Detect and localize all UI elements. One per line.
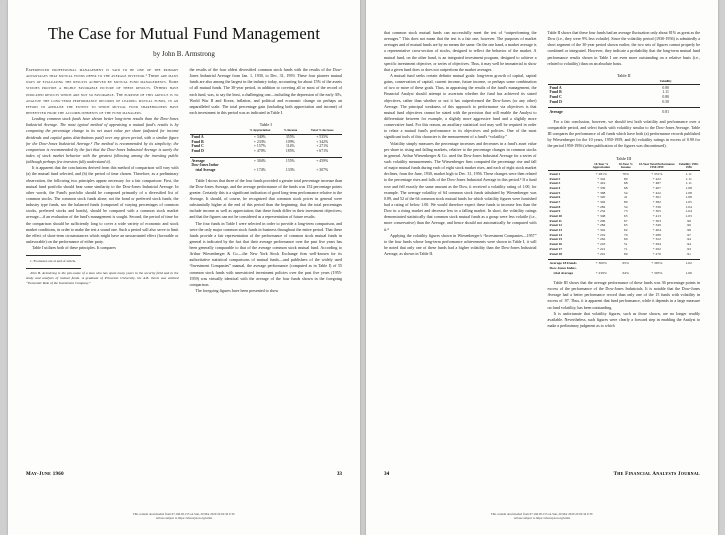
table-1-col-3: Total % Increase [302, 129, 342, 134]
table-1 [190, 122, 343, 172]
paragraph: Table I utilizes both of these principles. It compares [32, 245, 116, 251]
table-row: Fund B + 233% 109% + 342% [191, 139, 329, 144]
page-title: The Case for Mutual Fund Management [47, 24, 321, 43]
jstor-line-1: This content downloaded from 67.166.95.153 on Sun, 29 Mar 2020 22:02:34 UTC [132, 511, 236, 516]
footnote: 1. Footnotes are at end of article. [30, 258, 77, 263]
table-row: Fund 3 + 419 68 + 487 1.11 [549, 181, 692, 186]
paragraph: Volatility simply measures the percentage increases and decreases in a fund's asset value per share in rising and falling markets, relative to the percentage changes in common stocks in general. Arthur Wiesenberger & Co. used the Dow-Jones Industrial Average for a series of such volatility measurements. The Wiesenberger firm computed the percentage rise and fall of major mutual funds during each of eight stock market rises, and each of eight stock market declines, from the June, 1930, market high to Dec. 31, 1956. These changes were then related to the percentage rises and falls of the Dow-Jones Industrial Average in this period.³ If a fund rose and fell exactly the same amount as the Dow, it received a volatility rating of 1.00, for example. The average volatility of 64 common stock funds tabulated by Wiesenberger was 0.89, and 52 of the 64 common stock mutual funds for which volatility figures were furnished had a rating of below 1.00. We would therefore expect these funds to increase less than the Dow in a rising market and decrease less in a falling market. In short, the volatility ratings demonstrated statistically that common stock mutual funds as a group were less volatile (i.e., more conservative) than the Average, and hence should not automatically be compared with it.⁴ [384, 140, 537, 232]
page-number: 33 [336, 471, 342, 477]
table-1-dj-label-row: Dow-Jones Indus- [191, 163, 220, 168]
right-column-2 [548, 30, 701, 329]
table-2-average-row: Average 0.81 [548, 108, 701, 114]
table-1-average-row: Average + 304% 155% + 459% [190, 157, 343, 163]
paragraph: that common stock mutual funds can successfully meet the test of “outperforming the averages.” This does not mean that the test is a fair one, however. The purposes of market averages and of mutual funds are by no means the same. On the one hand, a market average is a representative cross-section of stocks, designed to reflect the behavior of the market. A mutual fund, on the other hand, is an integrated investment program, designed to achieve a specific investment objective, or series of objectives. Thus, it may well be immaterial to show that a given fund does or does not outperform the market averages. [384, 30, 537, 72]
paragraph [26, 67, 179, 116]
table-row: Fund 9 + 232 73 + 305 1.04 [549, 209, 692, 214]
paragraph: It is unfortunate that volatility figures, such as those shown, are no longer readily available. Nevertheless, such figures were clearly a forward step in enabling the Analyst to make a preliminary judgment as to which [547, 310, 700, 329]
table-row: Fund C 0.80 [549, 95, 670, 100]
table-3-col-3: 10-Year Total Performance 1950-1959 [636, 163, 677, 171]
table-row: Fund A + 340% 355% + 535% [191, 134, 329, 139]
table-row: Fund 6 + 320 41 + 361 1.08 [549, 195, 692, 200]
table-row: Fund 11 + 296 67 + 363 .99 [549, 218, 691, 223]
table-3-average-row: Average 18 Funds + 300% 65% + 365% 1.02 [548, 260, 701, 266]
paragraph: The four funds in Table I were selected in order to provide a long-term comparison, and were the only major common stock funds in business throughout the entire period. That these funds provide a fair representation of the performance of common stock mutual funds in general is indicated by the fact that their average performance over the past five years has been generally comparable to that of the average common stock mutual fund. According to Arthur Wiesenberger & Co.—the New York Stock Exchange firm well-known for its authoritative statistical comparisons of mutual funds—and publishers of the widely used “Investment Companies” manual, the average performance (computed as in Table I) of 55 common stock funds with unrestricted investment policies over the past five years (1955-1959) was virtually identical with the average of the four funds shown in the foregoing comparison. [189, 220, 342, 287]
right-page-footer [384, 471, 700, 477]
table-row: Fund 18 + 201 69 + 270 .91 [549, 251, 691, 256]
paragraph: Table II shows that these four funds had an average fluctuation only about 81% as great as the Dow (i.e., they were 9% less volatile). Since the volatility period (1930-1956) is admittedly a short segment of the 30-year period shown earlier, the two sets of figures cannot properly be combined or integrated. However, they indicate a probability that the long-term mutual fund performance results shown in Table I are even more outstanding on a relative basis (i.e., related to volatility) than on an absolute basis. [547, 30, 700, 66]
page-number: 34 [384, 471, 390, 477]
right-page-columns [384, 30, 700, 329]
table-row: Fund 10 + 348 65 + 413 1.03 [549, 214, 692, 218]
right-column-1 [384, 30, 537, 329]
table-row: Fund 15 + 262 60 + 322 .94 [549, 237, 691, 242]
jstor-notice [384, 512, 700, 521]
table-row: Fund 16 + 243 51 + 294 .94 [549, 242, 691, 247]
right-page [366, 0, 718, 535]
table-row: Fund 13 + 342 62 + 404 .98 [549, 228, 691, 233]
footnote-rule [26, 255, 81, 256]
table-1-col-1: % Appreciation [241, 129, 278, 134]
table-row: Fund 4 + 339 68 + 407 1.08 [549, 185, 692, 190]
table-1-body [190, 134, 343, 172]
table-3-col-1: 10-Year % Appreciation [587, 163, 615, 171]
paragraph: Leading common stock funds have shown better long-term results than the Dow-Jones Industrial Average. The most typical method of appraising a mutual fund's results is by comparing the percentage change in its net asset value per share (adjusted for income dividends and capital gains distributions paid) over any given period, with a similar figure for the Dow-Jones Industrial Average.² The method is recommended by its simplicity; the comparison is recommended by the fact that the Dow-Jones Industrial Average is surely the index of stock market behavior with the greatest following among the investing public (although perhaps few investors fully understand it). [26, 116, 179, 165]
paragraph: Table III shows that the average performance of these funds was 36 percentage points in excess of the performance of the Dow-Jones Industrials. It is notable that the Dow-Jones Average had a better performance record than only one of the 15 funds with volatility in excess of .97. Thus, it is apparent that fund performance, while it depends in a large measure on fund volatility, has been outstanding. [547, 280, 700, 310]
table-row: Fund 2 + 342 80 + 422 1.11 [549, 176, 692, 181]
paragraph: the results of the four oldest diversified common stock funds with the results of the Dow-Jones Industrial Average from Jan. 1, 1930, to Dec. 31, 1959. These four pioneer mutual funds are also among the largest in the industry today, accounting for about 15% of the assets of all mutual funds. The 30-year period, in addition to covering all or most of the record of each fund, was, to say the least, a challenging one—including the depression of the early 30's, World War II and Korea, inflation, and political and economic change on perhaps an unparalleled scale. The total percentage gain (including both appreciation and income) of each investment in this period was as indicated in Table I. [189, 67, 342, 115]
table-3-dj-label-row: Dow-Jones Indus- [549, 266, 577, 270]
table-row: Fund 5 + 368 54 + 422 1.08 [549, 190, 692, 195]
left-page-columns [26, 67, 342, 294]
jstor-line-1: This content downloaded from 67.166.95.153 on Sun, 29 Mar 2020 22:02:34 UTC [490, 511, 594, 516]
left-page [8, 0, 360, 535]
table-3 [548, 156, 701, 275]
table-2-caption: Table II [616, 72, 631, 78]
table-3-col-0 [548, 163, 588, 171]
table-row: Fund 7 + 302 80 + 382 1.05 [549, 199, 692, 204]
paragraph: The foregoing figures have been presented to show [195, 288, 279, 294]
table-3-col-4: Volatility 1950-1956 [678, 161, 699, 170]
table-row: Fund A 0.80 [549, 85, 670, 90]
table-row: Fund D + 470% 185% + 671% [191, 148, 329, 153]
table-row: Fund B 1.11 [549, 90, 669, 95]
table-row: Fund 17 + 221 71 + 292 .93 [549, 246, 691, 251]
table-3-col-2: 10-Year % Income [615, 163, 636, 171]
paragraph: It is apparent that the conclusions derived from this method of comparison will vary with (a) the mutual fund selected, and (b) the period of time chosen. Therefore, as a preliminary observation, the following two principles appear necessary for a fair comparison: First, the mutual fund portfolio should bear some similarity to the Dow-Jones Industrial Average. In other words, the Fund's portfolio should be composed primarily of a diversified list of common stocks. The common stock funds alone, not the bond or preferred stock funds, the industry type funds, nor the balanced funds (composed of varying percentages of common stocks, preferred stocks and bonds), should be compared with a common stock market average—if an evaluation of the fund's management is sought. Second, the period of time for the comparison should be sufficiently long to cover a wide variety of economic and stock market conditions, in order to make the test a sound one. Such a period will also serve to limit the effect of short-term circumstances which might have an unwarranted effect (favorable or unfavorable) on the performance of either party. [26, 165, 179, 244]
jstor-notice [26, 512, 342, 521]
paragraph: For a fair conclusion, however, we should test both volatility and performance over a comparable period, and select funds with volatility similar to the Dow-Jones Average. Table III compares the performance of all funds which have both (a) performance records published by Wiesenberger for the 10 years, 1950-1959, and (b) volatility ratings in excess of 0.90 for the period 1950-1956 (when publication of the figures was discontinued). [547, 118, 700, 149]
table-1-dj-row: trial Average + 174% 133% + 307% [195, 168, 329, 173]
table-row: Fund 1 + 281% 70% + 351% 1.11 [549, 171, 692, 176]
bio-rule [26, 268, 81, 269]
issue-date: May-June 1960 [26, 472, 64, 477]
table-row: Fund 12 + 284 65 + 349 .99 [549, 223, 691, 228]
table-2-body [548, 85, 701, 114]
table-3-dj-row: trial Average + 239% 64% + 303% 1.00 [553, 270, 692, 275]
table-3-caption: Table III [616, 155, 632, 161]
table-2 [548, 73, 701, 114]
paragraph: A mutual fund seeks certain definite mutual goals: long-term growth of capital, capital gains, conservation of capital, current income, future income, or perhaps some combination of two or more of these goals. Thus, in appraising the results of the fund's management, the Financial Analyst should attempt to ascertain whether the fund has achieved its stated objectives, rather than whether or not it has outperformed the Dow-Jones (or any other) Average. The principal weakness of this approach to performance via objectives is that mutual fund objectives cannot be stated with the precision that will enable the Analyst to differentiate between for example, a slightly more aggressive fund and a slightly more conservative fund. For this reason, an auxiliary statistical tool may well be required in order to relate a mutual fund's performance to its objectives and policies. One of the most significant tools of this character is the measurement of a fund's “volatility.” [384, 72, 537, 140]
author-bio: John B. Armstrong is the pen-name of a man who has spent many years in the security field and in the study and analysis of mutual funds. A graduate of Princeton University, his A.B. thesis was entitled “Economic Role of the Investment Company.” [26, 271, 179, 286]
lead-small-caps: Experienced professional management is said to be one of the primary advantages that mutual funds offer to the average investor.¹ There are many ways of evaluating the results achieved by mutual fund managements. Some studies provide a highly favorable picture of these results. Others have indicated results which are not so favorable. The purpose of this article is to analyze the long-term performance records of leading mutual funds, in an effort to appraise the extent to which mutual fund shareholders have benefitted from the accomplishments of the fund managers. [26, 67, 179, 115]
table-1-col-2: % Income [278, 129, 302, 134]
table-3-body [548, 171, 701, 275]
paragraph: Table I shows that three of the four funds provided a greater total percentage increase than the Dow-Jones Average, and the average performance of the funds was 152 percentage points greater. Certainly this is a significant indication of good long-term performance relative to the Average. It should, of course, be recognized that common stock prices in general were substantially higher at the end of this period than the beginning; that the total percentages include income as well as appreciation; that these funds differ in their investment objectives; and that the figures can not be considered as a representation of future results. [189, 177, 342, 220]
table-1-caption: Table I [259, 122, 272, 128]
jstor-line-2: All use subject to https://about.jstor.org/terms [513, 516, 571, 521]
journal-name: The Financial Analysts Journal [613, 472, 700, 477]
table-row: Fund D 0.50 [549, 99, 670, 104]
table-row [548, 163, 701, 171]
table-row: Fund 8 + 282 54 + 336 1.04 [549, 204, 692, 209]
left-page-footer [26, 471, 342, 477]
byline: by John B. Armstrong [153, 50, 215, 58]
paragraph: Applying the volatility figures shown in Wiesenberger's “Investment Companies—1957” to the four funds whose long-term performance achievements were shown in Table I, it will be noted that only one of these funds had a higher volatility than the Dow-Jones Industrial Average, as shown in Table II. [384, 232, 537, 257]
left-column-2 [190, 67, 343, 294]
table-row: Fund 14 + 219 70 + 289 .97 [549, 232, 691, 237]
left-column-1 [26, 67, 179, 294]
jstor-line-2: All use subject to https://about.jstor.org/terms [155, 516, 213, 521]
table-row: Fund C + 157% 114% + 271% [191, 144, 329, 149]
table-2-col-1: Volatility [631, 80, 700, 85]
